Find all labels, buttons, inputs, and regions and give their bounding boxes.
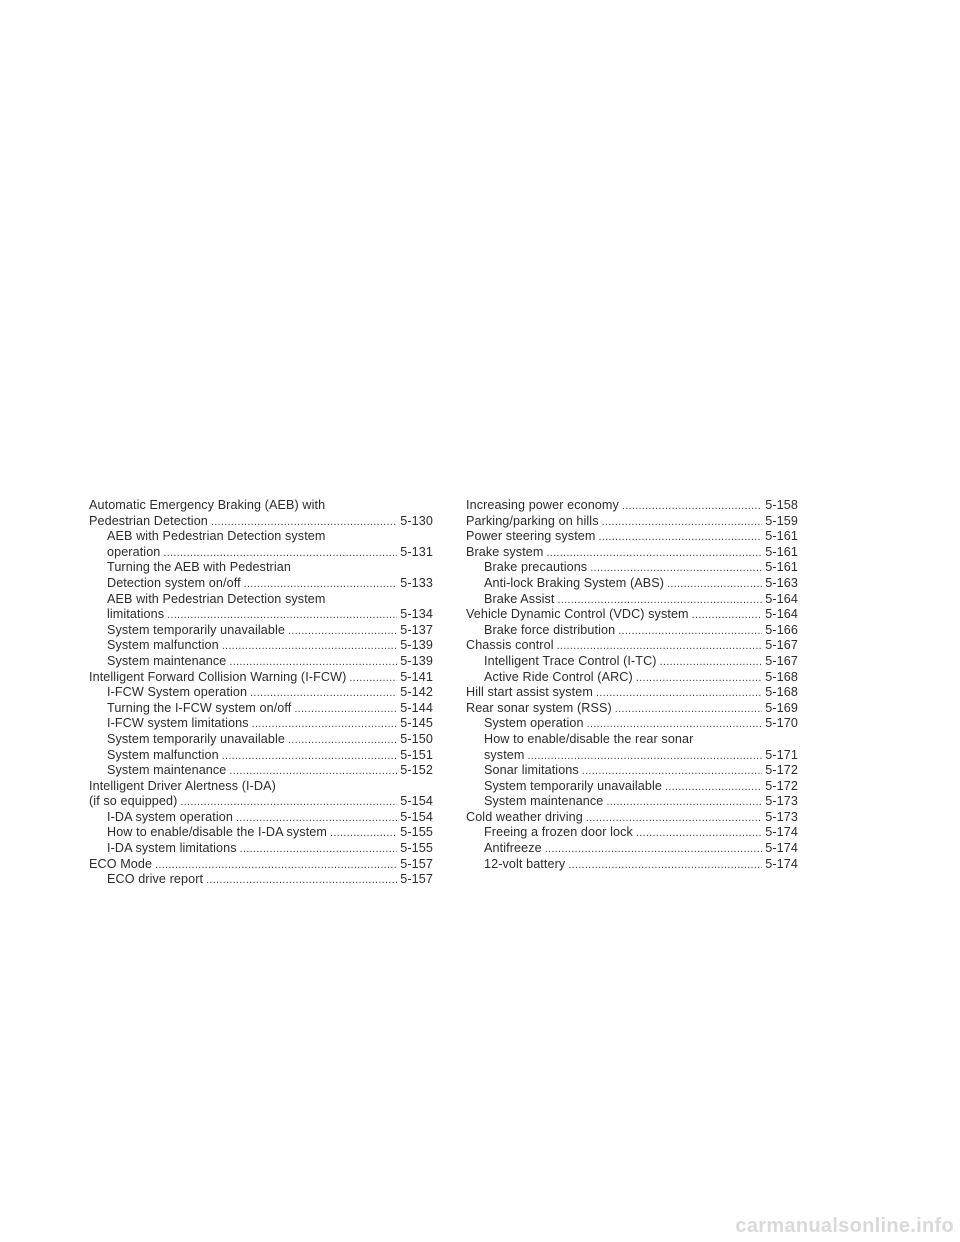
toc-entry[interactable] [89, 763, 433, 779]
toc-entry[interactable] [466, 560, 798, 576]
toc-entry-title: limitations [107, 607, 165, 622]
toc-entry[interactable] [89, 654, 433, 670]
toc-entry-title: Parking/parking on hills [466, 513, 599, 528]
toc-entry-title: Automatic Emergency Braking (AEB) with [89, 498, 326, 512]
toc-entry-title: system [484, 747, 525, 762]
toc-entry[interactable] [89, 872, 433, 888]
toc-leader-dots [244, 577, 398, 593]
toc-column-right [466, 498, 798, 872]
toc-entry-title: System maintenance [484, 794, 604, 809]
toc-entry[interactable] [89, 498, 433, 514]
toc-entry[interactable] [89, 638, 433, 654]
toc-entry-title: System temporarily unavailable [484, 778, 662, 793]
toc-entry[interactable] [466, 592, 798, 608]
toc-page-number: 5-142 [400, 685, 433, 700]
toc-leader-dots [288, 733, 397, 749]
toc-entry-title: Anti-lock Braking System (ABS) [484, 575, 665, 590]
toc-page-number: 5-161 [765, 529, 798, 544]
toc-leader-dots [155, 858, 397, 874]
toc-entry-title: Antifreeze [484, 841, 542, 856]
toc-entry[interactable] [89, 623, 433, 639]
toc-entry-title: AEB with Pedestrian Detection system [107, 529, 326, 544]
toc-page-number: 5-171 [765, 747, 798, 762]
toc-leader-dots [211, 515, 397, 531]
toc-entry[interactable] [89, 592, 433, 608]
toc-leader-dots [163, 546, 397, 562]
toc-entry-title: Turning the I-FCW system on/off [107, 700, 292, 715]
toc-entry[interactable] [89, 748, 433, 764]
toc-leader-dots [229, 764, 397, 780]
toc-leader-dots [587, 717, 763, 733]
toc-page-number: 5-170 [765, 716, 798, 731]
toc-page-number: 5-157 [400, 872, 433, 887]
toc-leader-dots [606, 795, 762, 811]
toc-entry-title: System malfunction [107, 638, 219, 653]
toc-leader-dots [236, 811, 397, 827]
toc-entry-title: Hill start assist system [466, 685, 593, 700]
toc-entry[interactable] [89, 825, 433, 841]
toc-page-number: 5-174 [765, 856, 798, 871]
toc-leader-dots [622, 499, 762, 515]
toc-entry-title: Vehicle Dynamic Control (VDC) system [466, 607, 689, 622]
toc-page-number: 5-173 [765, 794, 798, 809]
toc-entry[interactable] [89, 794, 433, 810]
toc-leader-dots [665, 780, 762, 796]
toc-entry[interactable] [89, 685, 433, 701]
toc-page-number: 5-168 [765, 669, 798, 684]
toc-entry-title: Brake system [466, 544, 544, 559]
toc-entry[interactable] [466, 732, 798, 748]
toc-page-number: 5-155 [400, 825, 433, 840]
toc-entry-title: Intelligent Trace Control (I-TC) [484, 653, 657, 668]
toc-page-number: 5-167 [765, 653, 798, 668]
toc-leader-dots [545, 842, 763, 858]
toc-entry[interactable] [466, 779, 798, 795]
toc-entry[interactable] [466, 545, 798, 561]
toc-entry[interactable] [466, 794, 798, 810]
toc-entry[interactable] [466, 529, 798, 545]
toc-entry[interactable] [466, 810, 798, 826]
toc-leader-dots [180, 795, 397, 811]
toc-entry-title: How to enable/disable the rear sonar [484, 731, 694, 746]
toc-page-number: 5-144 [400, 700, 433, 715]
toc-entry-title: (if so equipped) [89, 794, 178, 809]
toc-entry[interactable] [89, 670, 433, 686]
toc-page-number: 5-141 [400, 669, 433, 684]
toc-entry-title: Active Ride Control (ARC) [484, 669, 633, 684]
toc-leader-dots [660, 655, 763, 671]
toc-entry-title: I-DA system limitations [107, 841, 237, 856]
toc-page-number: 5-174 [765, 841, 798, 856]
toc-leader-dots [557, 639, 763, 655]
toc-entry-title: System maintenance [107, 653, 227, 668]
toc-entry[interactable] [466, 638, 798, 654]
toc-leader-dots [288, 624, 397, 640]
toc-entry-title: AEB with Pedestrian Detection system [107, 591, 326, 606]
toc-entry[interactable] [89, 716, 433, 732]
toc-entry-title: How to enable/disable the I-DA system [107, 825, 328, 840]
watermark: carmanualsonline.info [735, 1215, 954, 1237]
toc-leader-dots [229, 655, 397, 671]
toc-page-number: 5-154 [400, 794, 433, 809]
toc-entry[interactable] [89, 779, 433, 795]
toc-leader-dots [692, 608, 763, 624]
toc-leader-dots [222, 749, 398, 765]
toc-entry-title: operation [107, 544, 161, 559]
toc-entry-title: Intelligent Driver Alertness (I-DA) [89, 778, 276, 793]
toc-entry-title: Chassis control [466, 638, 554, 653]
toc-entry[interactable] [89, 560, 433, 576]
toc-leader-dots [602, 515, 763, 531]
toc-entry-title: Turning the AEB with Pedestrian [107, 560, 291, 575]
toc-entry-title: Cold weather driving [466, 809, 583, 824]
toc-leader-dots [568, 858, 762, 874]
toc-entry[interactable] [466, 607, 798, 623]
toc-leader-dots [206, 873, 397, 889]
toc-leader-dots [546, 546, 762, 562]
toc-entry[interactable] [89, 841, 433, 857]
toc-page-number: 5-158 [765, 498, 798, 512]
toc-entry[interactable] [89, 607, 433, 623]
toc-entry[interactable] [466, 763, 798, 779]
toc-leader-dots [167, 608, 397, 624]
toc-page-number: 5-151 [400, 747, 433, 762]
toc-entry-title: System maintenance [107, 763, 227, 778]
toc-entry-title: ECO Mode [89, 856, 153, 871]
toc-entry-title: I-FCW System operation [107, 685, 248, 700]
toc-entry[interactable] [466, 748, 798, 764]
toc-entry-title: Pedestrian Detection [89, 513, 208, 528]
toc-page-number: 5-154 [400, 809, 433, 824]
toc-entry[interactable] [89, 732, 433, 748]
toc-leader-dots [240, 842, 398, 858]
toc-leader-dots [615, 702, 763, 718]
toc-leader-dots [586, 811, 762, 827]
toc-page-number: 5-139 [400, 653, 433, 668]
toc-entry-title: Intelligent Forward Collision Warning (I-FCW) [89, 669, 347, 684]
toc-page-number: 5-139 [400, 638, 433, 653]
toc-page-number: 5-167 [765, 638, 798, 653]
toc-entry-title: Brake precautions [484, 560, 588, 575]
toc-page-number: 5-131 [400, 544, 433, 559]
toc-leader-dots [349, 671, 397, 687]
toc-entry-title: Increasing power economy [466, 498, 619, 512]
toc-leader-dots [618, 624, 762, 640]
toc-page-number: 5-164 [765, 607, 798, 622]
toc-entry[interactable] [89, 857, 433, 873]
toc-entry-title: System temporarily unavailable [107, 622, 285, 637]
toc-leader-dots [636, 826, 762, 842]
toc-leader-dots [596, 686, 762, 702]
toc-page-number: 5-164 [765, 591, 798, 606]
toc-page-number: 5-137 [400, 622, 433, 637]
toc-entry[interactable] [89, 545, 433, 561]
toc-entry[interactable] [466, 576, 798, 592]
toc-entry[interactable] [466, 701, 798, 717]
toc-leader-dots [527, 749, 762, 765]
toc-leader-dots [636, 671, 763, 687]
toc-leader-dots [558, 593, 763, 609]
toc-entry[interactable] [466, 685, 798, 701]
toc-entry[interactable] [89, 701, 433, 717]
toc-entry-title: Detection system on/off [107, 575, 241, 590]
toc-page-number: 5-172 [765, 778, 798, 793]
toc-entry[interactable] [89, 529, 433, 545]
toc-entry-title: Rear sonar system (RSS) [466, 700, 612, 715]
toc-entry[interactable] [466, 654, 798, 670]
toc-entry[interactable] [89, 576, 433, 592]
toc-entry-title: Power steering system [466, 529, 596, 544]
toc-page-number: 5-145 [400, 716, 433, 731]
toc-page-number: 5-166 [765, 622, 798, 637]
toc-entry-title: I-FCW system limitations [107, 716, 249, 731]
toc-page-number: 5-174 [765, 825, 798, 840]
toc-leader-dots [222, 639, 398, 655]
toc-entry-title: Freeing a frozen door lock [484, 825, 633, 840]
toc-page-number: 5-168 [765, 685, 798, 700]
toc-entry[interactable] [466, 716, 798, 732]
toc-leader-dots [330, 826, 397, 842]
toc-page-number: 5-163 [765, 575, 798, 590]
toc-page-number: 5-150 [400, 731, 433, 746]
toc-page-number: 5-161 [765, 560, 798, 575]
toc-leader-dots [667, 577, 762, 593]
toc-page-number: 5-169 [765, 700, 798, 715]
toc-entry[interactable] [466, 514, 798, 530]
toc-entry[interactable] [466, 623, 798, 639]
toc-leader-dots [598, 530, 762, 546]
toc-entry-title: System temporarily unavailable [107, 731, 285, 746]
toc-entry-title: Sonar limitations [484, 763, 579, 778]
toc-entry[interactable] [89, 810, 433, 826]
toc-page-number: 5-173 [765, 809, 798, 824]
toc-page-number: 5-152 [400, 763, 433, 778]
toc-page-number: 5-157 [400, 856, 433, 871]
toc-entry[interactable] [466, 841, 798, 857]
toc-leader-dots [252, 717, 398, 733]
toc-entry-title: Brake force distribution [484, 622, 616, 637]
toc-entry[interactable] [466, 670, 798, 686]
toc-page-number: 5-134 [400, 607, 433, 622]
toc-page-number: 5-161 [765, 544, 798, 559]
toc-entry[interactable] [466, 857, 798, 873]
toc-entry-title: I-DA system operation [107, 809, 233, 824]
toc-entry-title: System malfunction [107, 747, 219, 762]
toc-page-number: 5-130 [400, 513, 433, 528]
toc-entry[interactable] [466, 498, 798, 514]
toc-leader-dots [582, 764, 762, 780]
toc-entry-title: 12-volt battery [484, 856, 566, 871]
toc-entry-title: ECO drive report [107, 872, 204, 887]
toc-page-number: 5-133 [400, 575, 433, 590]
toc-page-number: 5-172 [765, 763, 798, 778]
toc-column-left [89, 498, 433, 888]
toc-leader-dots [590, 561, 762, 577]
toc-entry-title: Brake Assist [484, 591, 555, 606]
toc-entry-title: System operation [484, 716, 584, 731]
toc-leader-dots [250, 686, 397, 702]
toc-entry[interactable] [89, 514, 433, 530]
toc-leader-dots [294, 702, 397, 718]
toc-entry[interactable] [466, 825, 798, 841]
toc-page-number: 5-159 [765, 513, 798, 528]
toc-page-number: 5-155 [400, 841, 433, 856]
